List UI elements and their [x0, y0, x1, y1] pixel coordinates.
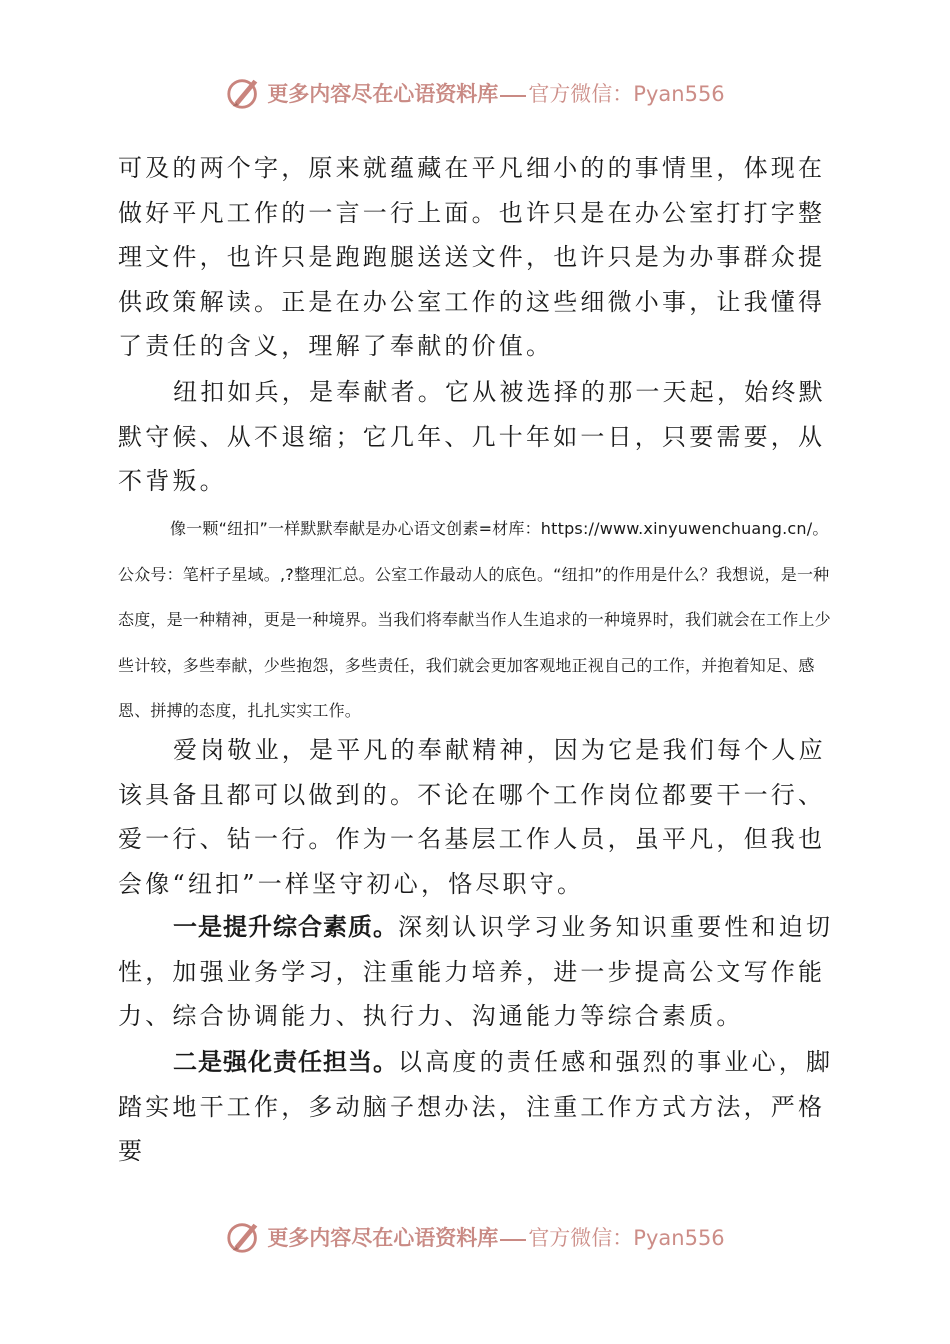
paragraph-1: [118, 146, 836, 369]
paragraph-6: [118, 1040, 836, 1174]
paragraph-text: 纽扣如兵，是奉献者。它从被选择的那一天起，始终默默守候、从不退缩；它几年、几十年如一日，只要需要，从不背叛。: [118, 378, 826, 495]
paragraph-text: 像一颗“纽扣”一样默默奉献是办心语文创素=材库：https://www.xinyuwenchuang.cn/。公众号：笔杆子星域。,?整理汇总。公室工作最动人的底色。“纽扣”的作用是什么？我想说，是一种态度，是一种精神，更是一种境界。当我们将奉献当作人生追求的一种境界时，我们就会在工作上少些计较，多些奉献，少些抱怨，多些责任，我们就会更加客观地正视自己的工作，并抱着知足、感恩、拼搏的态度，扎扎实实工作。: [118, 519, 831, 720]
banner-text: [267, 78, 724, 108]
header-banner: [0, 68, 950, 118]
banner-wechat: 官方微信：Pyan556: [528, 82, 725, 106]
paragraph-text: 爱岗敬业，是平凡的奉献精神，因为它是我们每个人应该具备且都可以做到的。不论在哪个工作岗位都要干一行、爱一行、钻一行。作为一名基层工作人员，虽平凡，但我也会像“纽扣”一样坚守初心，恪尽职守。: [118, 736, 826, 898]
banner-title: 更多内容尽在心语资料库: [267, 1225, 499, 1250]
paragraph-text: 可及的两个字，原来就蕴藏在平凡细小的的事情里，体现在做好平凡工作的一言一行上面。也许只是在办公室打打字整理文件，也许只是跑跑腿送送文件，也许只是为办事群众提供政策解读。正是在办公室工作的这些细微小事，让我懂得了责任的含义，理解了奉献的价值。: [118, 154, 826, 360]
paragraph-5: [118, 905, 836, 1039]
paragraph-lead: 二是强化责任担当。: [173, 1048, 398, 1076]
footer-banner: [0, 1212, 950, 1262]
paragraph-2: [118, 370, 836, 504]
paragraph-text: 以高度的责任感和强烈的事业心，脚踏实地干工作，多动脑子想办法，注重工作方式方法，严格要: [118, 1048, 834, 1165]
paragraph-4: [118, 728, 836, 906]
paragraph-text: 深刻认识学习业务知识重要性和迫切性，加强业务学习，注重能力培养，进一步提高公文写作能力、综合协调能力、执行力、沟通能力等综合素质。: [118, 913, 834, 1030]
pen-logo-icon: [225, 74, 263, 112]
paragraph-3-small: [118, 506, 838, 734]
banner-text: [267, 1222, 724, 1252]
banner-divider: [500, 95, 526, 97]
banner-wechat: 官方微信：Pyan556: [528, 1226, 725, 1250]
banner-divider: [500, 1239, 526, 1241]
paragraph-lead: 一是提升综合素质。: [173, 913, 398, 941]
pen-logo-icon: [225, 1218, 263, 1256]
banner-title: 更多内容尽在心语资料库: [267, 81, 499, 106]
